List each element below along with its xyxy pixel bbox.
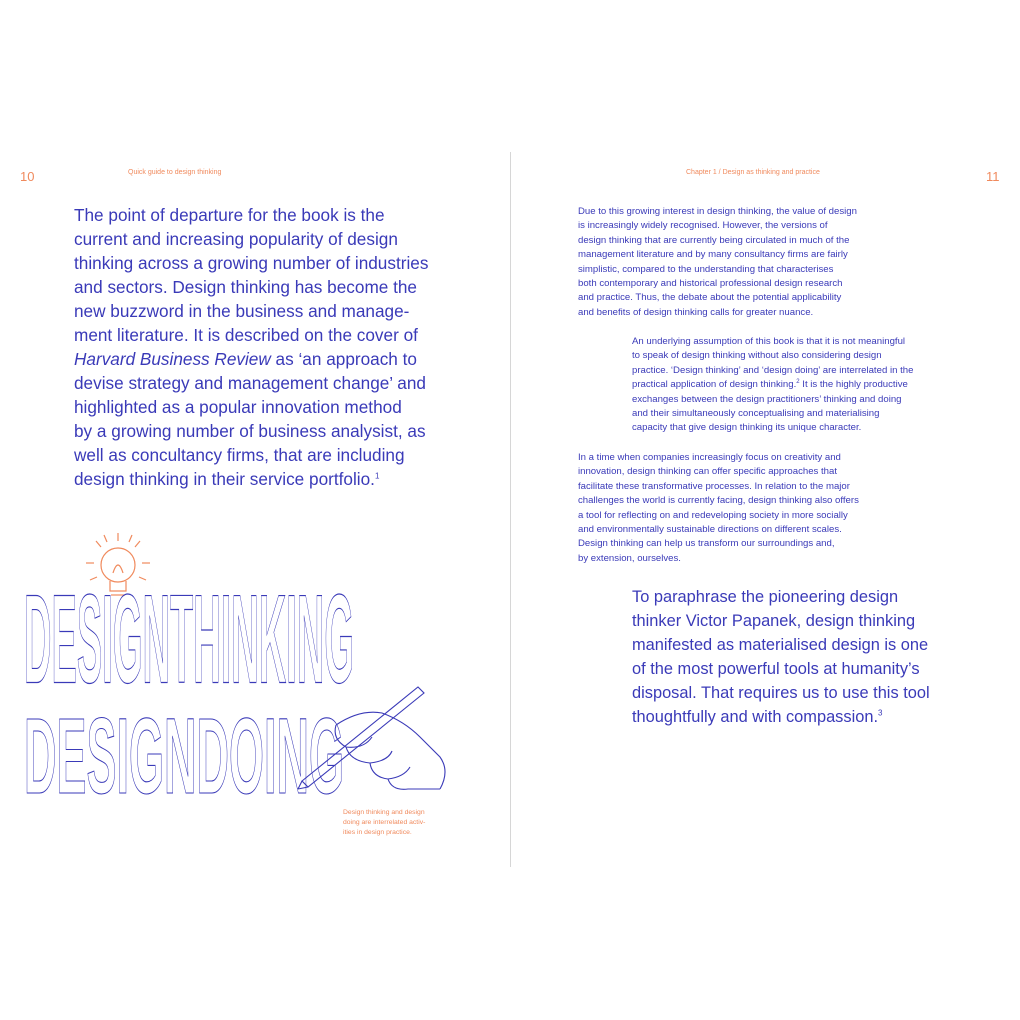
lead-line: highlighted as a popular innovation method (74, 397, 402, 417)
body-line-start: practical application of design thinking. (632, 379, 797, 391)
illustration-caption (343, 808, 453, 838)
body-line: Design thinking can help us transform our surroundings and, (578, 538, 835, 550)
body-paragraph-1 (578, 205, 857, 320)
body-line: by extension, ourselves. (578, 552, 681, 564)
book-spine (510, 152, 511, 867)
body-line: to speak of design thinking without also considering design (632, 350, 882, 362)
body-line: is increasingly widely recognised. However, the versions of (578, 220, 828, 232)
body-line: practice. ‘Design thinking’ and ‘design doing’ are interrelated in the (632, 364, 914, 376)
lead-line: well as concultancy firms, that are including (74, 445, 405, 465)
caption-line: Design thinking and design (343, 809, 425, 816)
lead-line: by a growing number of business analysist, as (74, 421, 426, 441)
illustration-word-top: DESIGNTHINKING (24, 569, 354, 711)
body-line: capacity that give design thinking its unique character. (632, 422, 862, 434)
design-thinking-illustration (20, 525, 460, 815)
caption-line: ities in design practice. (343, 829, 412, 836)
body-paragraph-3 (578, 451, 859, 566)
body-line: innovation, design thinking can offer specific approaches that (578, 466, 838, 478)
lead-line: new buzzword in the business and manage- (74, 301, 410, 321)
pull-quote (632, 585, 972, 729)
body-line: and benefits of design thinking calls for greater nuance. (578, 306, 814, 318)
lead-line: thinking across a growing number of industries (74, 253, 429, 273)
body-line: In a time when companies increasingly focus on creativity and (578, 452, 841, 463)
body-line: both contemporary and historical professional design research (578, 278, 843, 290)
body-line-end: It is the highly productive (799, 379, 908, 391)
lead-line: ment literature. It is described on the cover of (74, 325, 418, 345)
body-line: Due to this growing interest in design thinking, the value of design (578, 206, 857, 217)
footnote-marker: 3 (878, 708, 883, 718)
quote-line: disposal. That requires us to use this tool (632, 684, 930, 702)
lead-line: devise strategy and management change’ and (74, 373, 426, 393)
footnote-marker: 2 (796, 379, 800, 386)
body-line: and practice. Thus, the debate about the potential applicability (578, 292, 842, 304)
body-line: facilitate these transformative processes. In relation to the major (578, 480, 850, 492)
quote-line: of the most powerful tools at humanity’s (632, 660, 920, 678)
quote-line (632, 705, 972, 729)
lead-line: current and increasing popularity of design (74, 229, 398, 249)
lead-paragraph (74, 203, 464, 491)
lead-line-rest: as ‘an approach to (270, 349, 417, 369)
lead-italic-title: Harvard Business Review (74, 349, 271, 369)
body-line: and environmentally sustainable directions on different scales. (578, 524, 842, 536)
quote-line: thinker Victor Papanek, design thinking (632, 612, 916, 630)
lead-line (74, 467, 464, 491)
body-line: management literature and by many consultancy firms are fairly (578, 249, 848, 261)
body-paragraph-2 (632, 335, 913, 436)
caption-line: doing are interrelated activ- (343, 819, 426, 826)
body-line: exchanges between the design practitioners’ thinking and doing (632, 393, 902, 405)
lead-line: The point of departure for the book is the (74, 205, 385, 225)
right-page-number: 11 (986, 169, 1000, 184)
body-line (632, 378, 913, 392)
lead-line (74, 347, 464, 371)
body-line: design thinking that are currently being circulated in much of the (578, 234, 850, 246)
body-line: challenges the world is currently facing, design thinking also offers (578, 495, 859, 507)
body-line: a tool for reflecting on and redeveloping society in more socially (578, 509, 848, 521)
lead-line: and sectors. Design thinking has become the (74, 277, 417, 297)
body-line: simplistic, compared to the understanding that characterises (578, 263, 834, 275)
quote-line: To paraphrase the pioneering design (632, 588, 899, 606)
left-page-number: 10 (20, 169, 35, 184)
left-running-head: Quick guide to design thinking (128, 169, 222, 176)
quote-last-line: thoughtfully and with compassion. (632, 708, 879, 726)
body-line: and their simultaneously conceptualising and materialising (632, 408, 880, 420)
quote-line: manifested as materialised design is one (632, 636, 929, 654)
right-running-head: Chapter 1 / Design as thinking and practice (686, 169, 820, 176)
footnote-marker: 1 (374, 471, 380, 481)
body-line: An underlying assumption of this book is that it is not meaningful (632, 336, 906, 347)
illustration-word-bottom: DESIGNDOING (24, 695, 344, 815)
lead-last-line: design thinking in their service portfolio. (74, 469, 375, 489)
